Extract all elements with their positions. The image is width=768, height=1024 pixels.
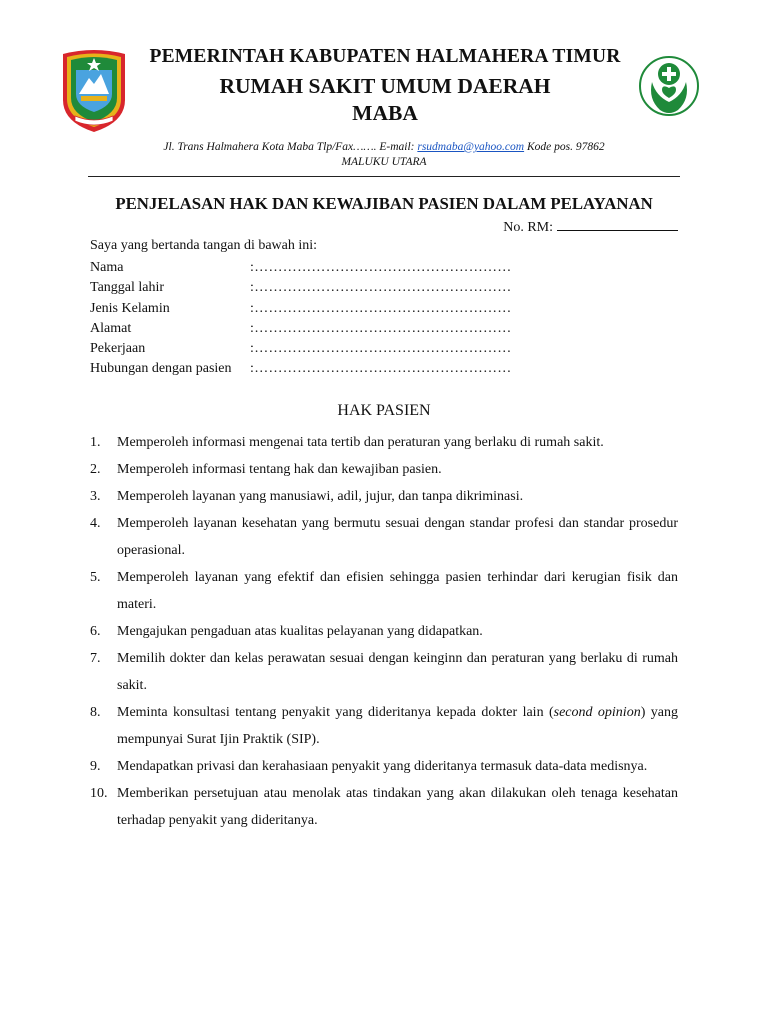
- medical-record-number: [503, 218, 678, 236]
- list-text: Memberikan persetujuan atau menolak atas tindakan yang akan dilakukan oleh tenaga kesehatan terhadap penyakit yang dideritanya.: [117, 786, 678, 828]
- address-prefix: Jl. Trans Halmahera Kota Maba Tlp/Fax……. E-mail:: [163, 141, 418, 153]
- section-title: HAK PASIEN: [337, 402, 431, 419]
- field-row-name: [90, 258, 512, 278]
- intro-text: Saya yang bertanda tangan di bawah ini:: [90, 238, 318, 253]
- field-label: Tanggal lahir: [90, 280, 165, 296]
- list-item: [90, 645, 678, 699]
- address-line: [100, 141, 668, 153]
- field-label: Pekerjaan: [90, 341, 146, 357]
- list-number: 8.: [90, 705, 101, 720]
- field-label: Nama: [90, 260, 124, 275]
- field-blank[interactable]: :………………………………………………: [250, 260, 512, 275]
- list-text: Memperoleh layanan yang efektif dan efisien sehingga pasien terhindar dari kerugian fisik dan materi.: [117, 570, 678, 612]
- document-title: PENJELASAN HAK DAN KEWAJIBAN PASIEN DALAM PELAYANAN: [115, 194, 653, 213]
- list-text: Memperoleh layanan yang manusiawi, adil, jujur, dan tanpa dikriminasi.: [117, 489, 524, 504]
- list-number: 9.: [90, 759, 101, 774]
- list-item: [90, 699, 678, 753]
- list-number: 5.: [90, 570, 101, 585]
- field-row-gender: [90, 299, 512, 319]
- list-item: [90, 483, 678, 510]
- list-text: Memperoleh informasi tentang hak dan kewajiban pasien.: [117, 462, 442, 477]
- field-row-birthdate: [90, 278, 512, 298]
- list-text: Memperoleh layanan kesehatan yang bermutu sesuai dengan standar profesi dan standar prosedur operasional.: [117, 516, 678, 558]
- email-link[interactable]: rsudmaba@yahoo.com: [417, 141, 525, 153]
- header-city: MABA: [352, 101, 418, 125]
- list-number: 10.: [90, 786, 108, 801]
- field-blank[interactable]: :………………………………………………: [250, 341, 512, 357]
- field-label: Hubungan dengan pasien: [90, 361, 232, 377]
- list-text-part: Meminta konsultasi tentang penyakit yang dideritanya kepada dokter lain (: [117, 705, 554, 720]
- field-blank[interactable]: :………………………………………………: [250, 300, 512, 316]
- field-row-occupation: [90, 339, 512, 359]
- list-text-part: ) yang mempunyai Surat Ijin Praktik (SIP).: [117, 705, 678, 747]
- list-number: 6.: [90, 624, 101, 639]
- postal-code: Kode pos. 97862: [524, 141, 605, 153]
- patient-fields: [90, 258, 512, 380]
- field-row-address: [90, 319, 512, 339]
- list-item: [90, 510, 678, 564]
- list-number: 3.: [90, 489, 101, 504]
- field-blank[interactable]: :………………………………………………: [250, 320, 512, 336]
- field-blank[interactable]: :………………………………………………: [250, 280, 512, 296]
- list-text: Memilih dokter dan kelas perawatan sesuai dengan keinginn dan peraturan yang berlaku di rumah sakit.: [117, 651, 678, 693]
- rm-blank-line[interactable]: [557, 218, 678, 231]
- list-number: 1.: [90, 435, 101, 450]
- field-row-relationship: [90, 359, 512, 379]
- province-line: MALUKU UTARA: [341, 156, 427, 168]
- list-text: Memperoleh informasi mengenai tata tertib dan peraturan yang berlaku di rumah sakit.: [117, 435, 604, 450]
- list-item: [90, 456, 678, 483]
- list-item: [90, 564, 678, 618]
- list-text: Mendapatkan privasi dan kerahasiaan penyakit yang dideritanya termasuk data-data medisnya.: [117, 759, 648, 774]
- patient-rights-list: [90, 429, 678, 834]
- bakti-husada-logo-icon: [638, 44, 700, 129]
- list-item: [90, 618, 678, 645]
- rm-label: No. RM:: [503, 220, 553, 235]
- field-label: Alamat: [90, 320, 132, 336]
- field-label: Jenis Kelamin: [90, 300, 170, 316]
- header-divider: [88, 176, 680, 177]
- list-item: [90, 753, 678, 780]
- halmahera-timur-emblem-icon: [59, 44, 129, 134]
- header-hospital: RUMAH SAKIT UMUM DAERAH: [219, 74, 551, 98]
- header-government: PEMERINTAH KABUPATEN HALMAHERA TIMUR: [149, 46, 621, 67]
- list-number: 7.: [90, 651, 101, 666]
- field-blank[interactable]: :………………………………………………: [250, 361, 512, 377]
- list-text-italic: second opinion: [553, 705, 641, 720]
- list-text: Mengajukan pengaduan atas kualitas pelayanan yang didapatkan.: [117, 624, 483, 639]
- list-item: [90, 429, 678, 456]
- list-number: 4.: [90, 516, 101, 531]
- list-item: [90, 780, 678, 834]
- list-text: [117, 699, 678, 753]
- list-number: 2.: [90, 462, 101, 477]
